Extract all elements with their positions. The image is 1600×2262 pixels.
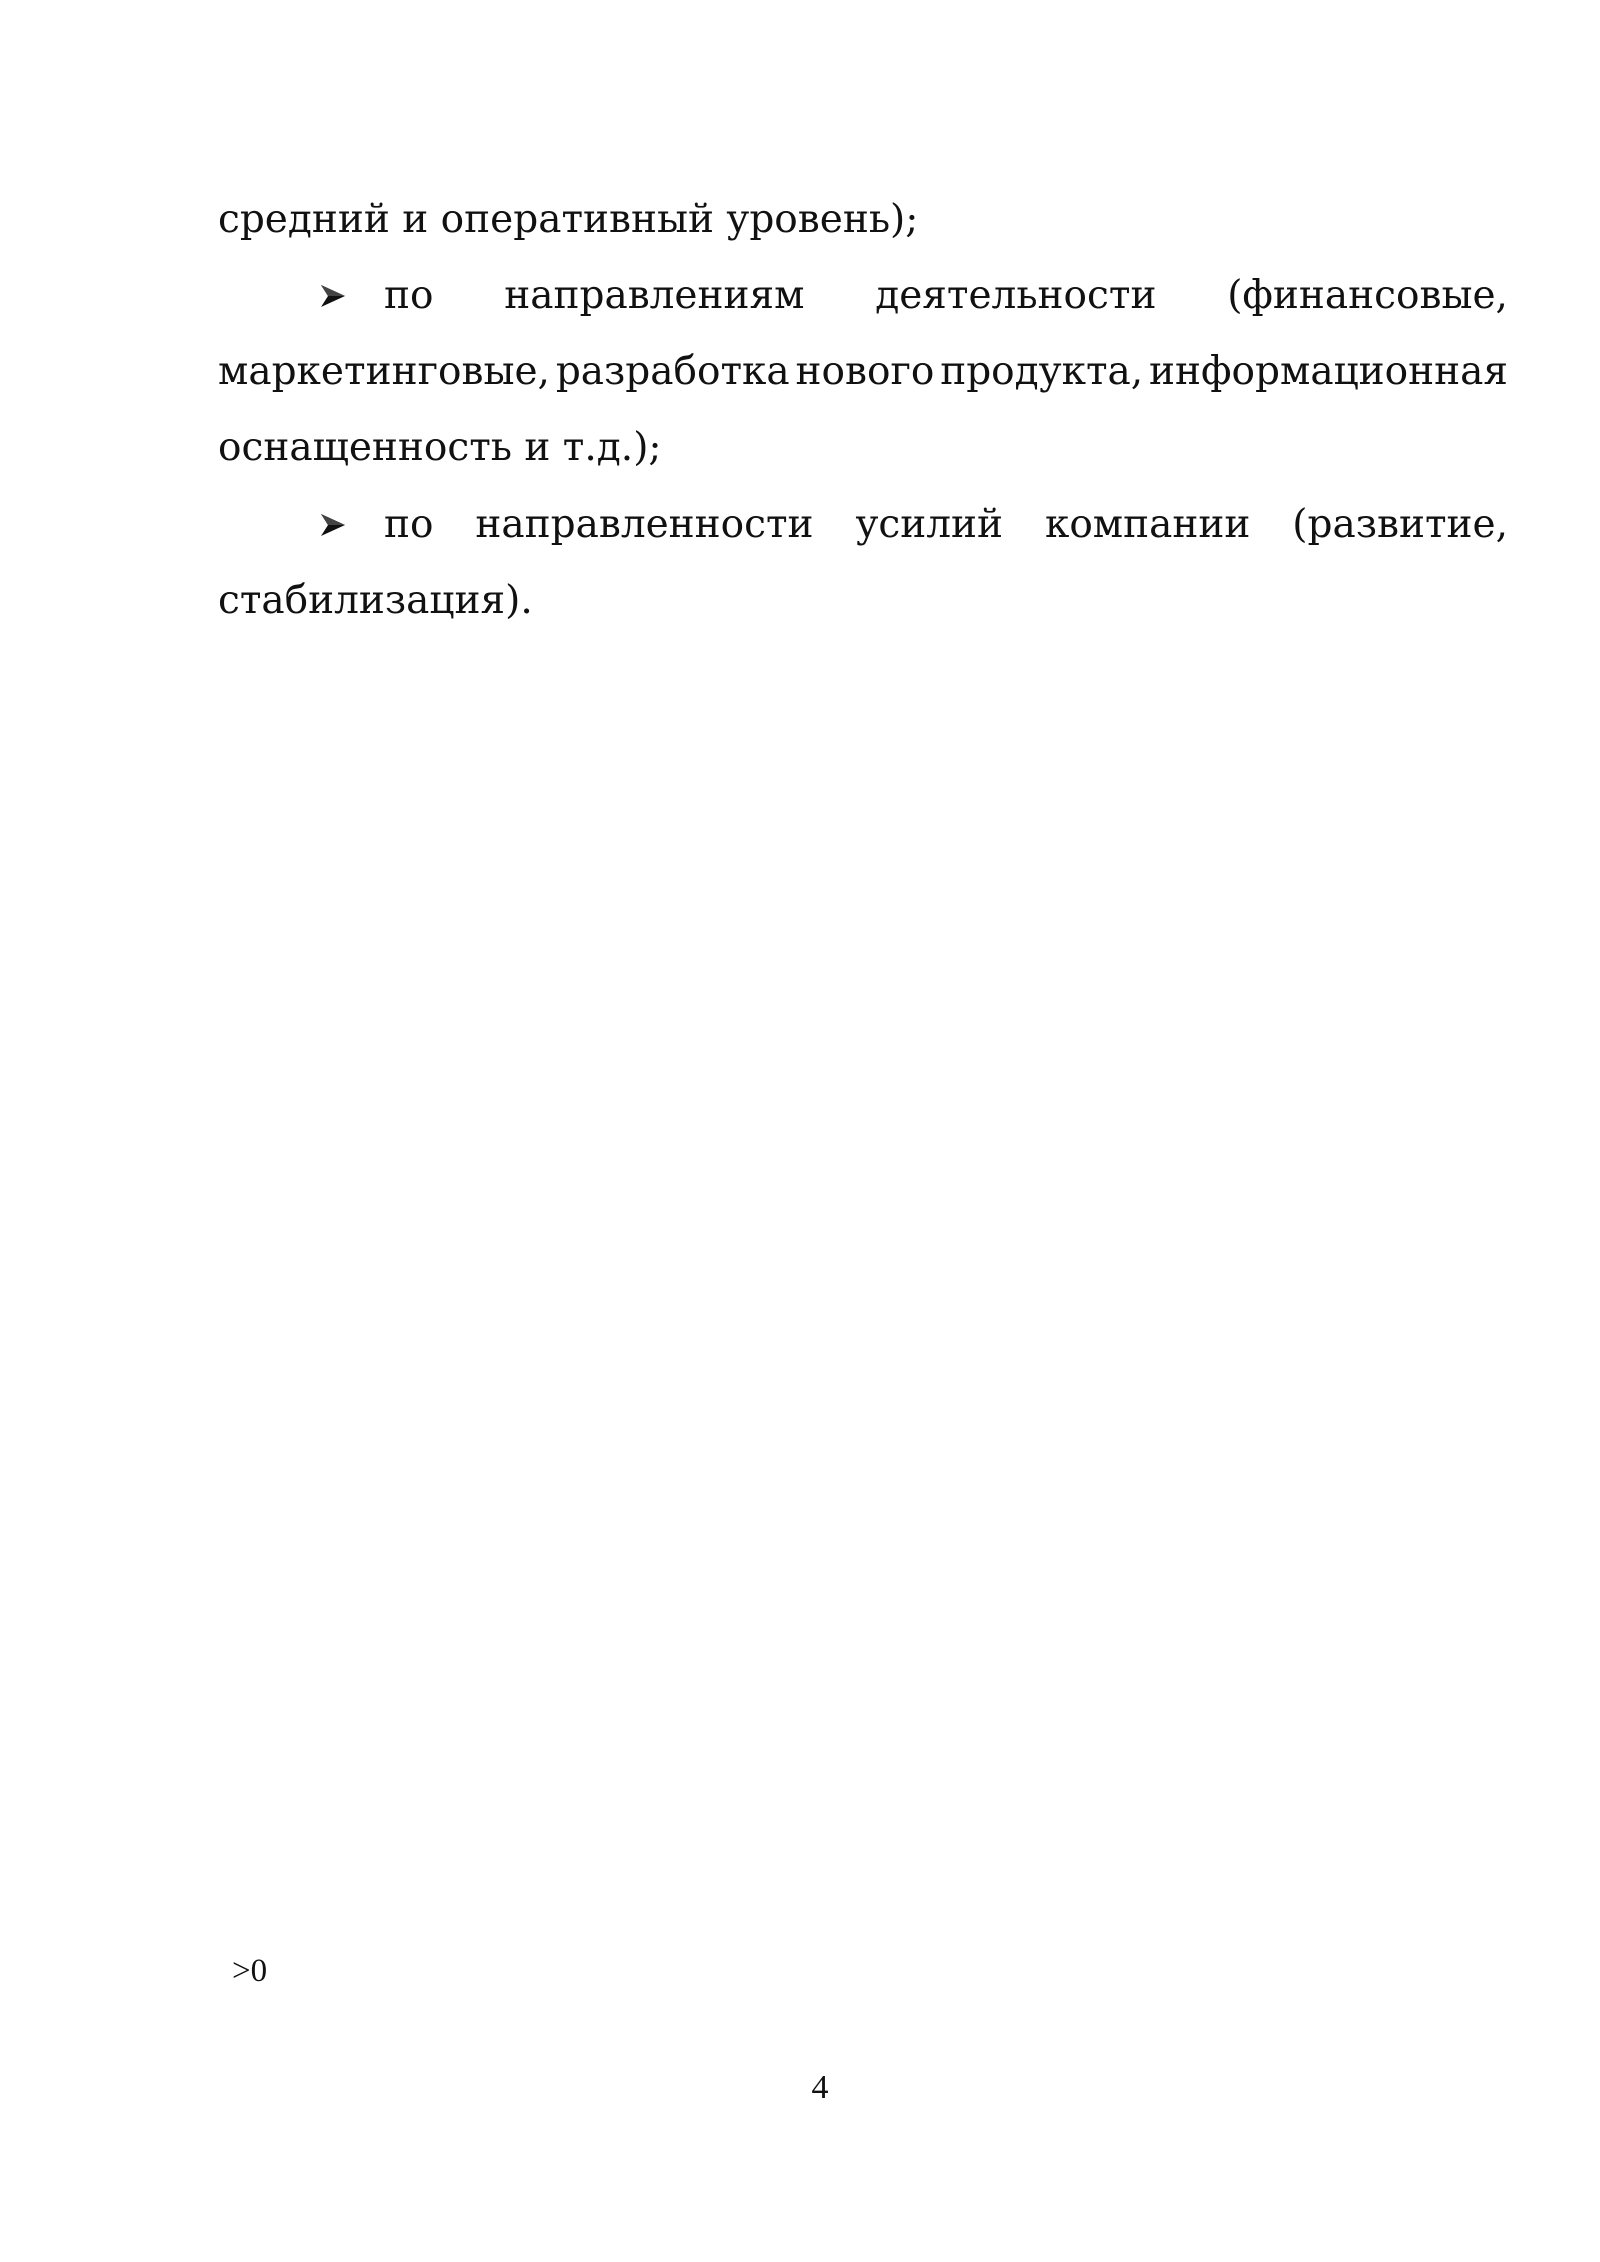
word: (развитие,	[1292, 502, 1508, 547]
arrow-bullet-icon	[318, 281, 348, 311]
page-number: 4	[811, 2069, 829, 2106]
footnote-marker: >0	[232, 1953, 268, 1989]
word: усилий	[855, 502, 1004, 547]
bullet-text	[384, 487, 1508, 563]
word: информационная	[1149, 349, 1508, 394]
bullet-text	[384, 258, 1508, 334]
word: маркетинговые,	[218, 349, 550, 394]
word: нового	[795, 349, 935, 394]
text-line-end: стабилизация).	[218, 578, 533, 623]
text-line-justified	[218, 334, 1508, 410]
word: продукта,	[940, 349, 1144, 394]
word: по	[384, 273, 434, 318]
word: разработка	[555, 349, 790, 394]
word: компании	[1044, 502, 1251, 547]
word: (финансовые,	[1227, 273, 1508, 318]
arrow-bullet-icon	[318, 510, 348, 540]
word: по	[384, 502, 434, 547]
text-line-end: оснащенность и т.д.);	[218, 425, 662, 470]
bullet-item-activity-directions	[318, 258, 1508, 334]
bullet-item-effort-direction	[318, 487, 1508, 563]
text-line-continuation: средний и оперативный уровень);	[218, 197, 919, 242]
word: направленности	[475, 502, 814, 547]
word: деятельности	[875, 273, 1157, 318]
word: направлениям	[504, 273, 805, 318]
